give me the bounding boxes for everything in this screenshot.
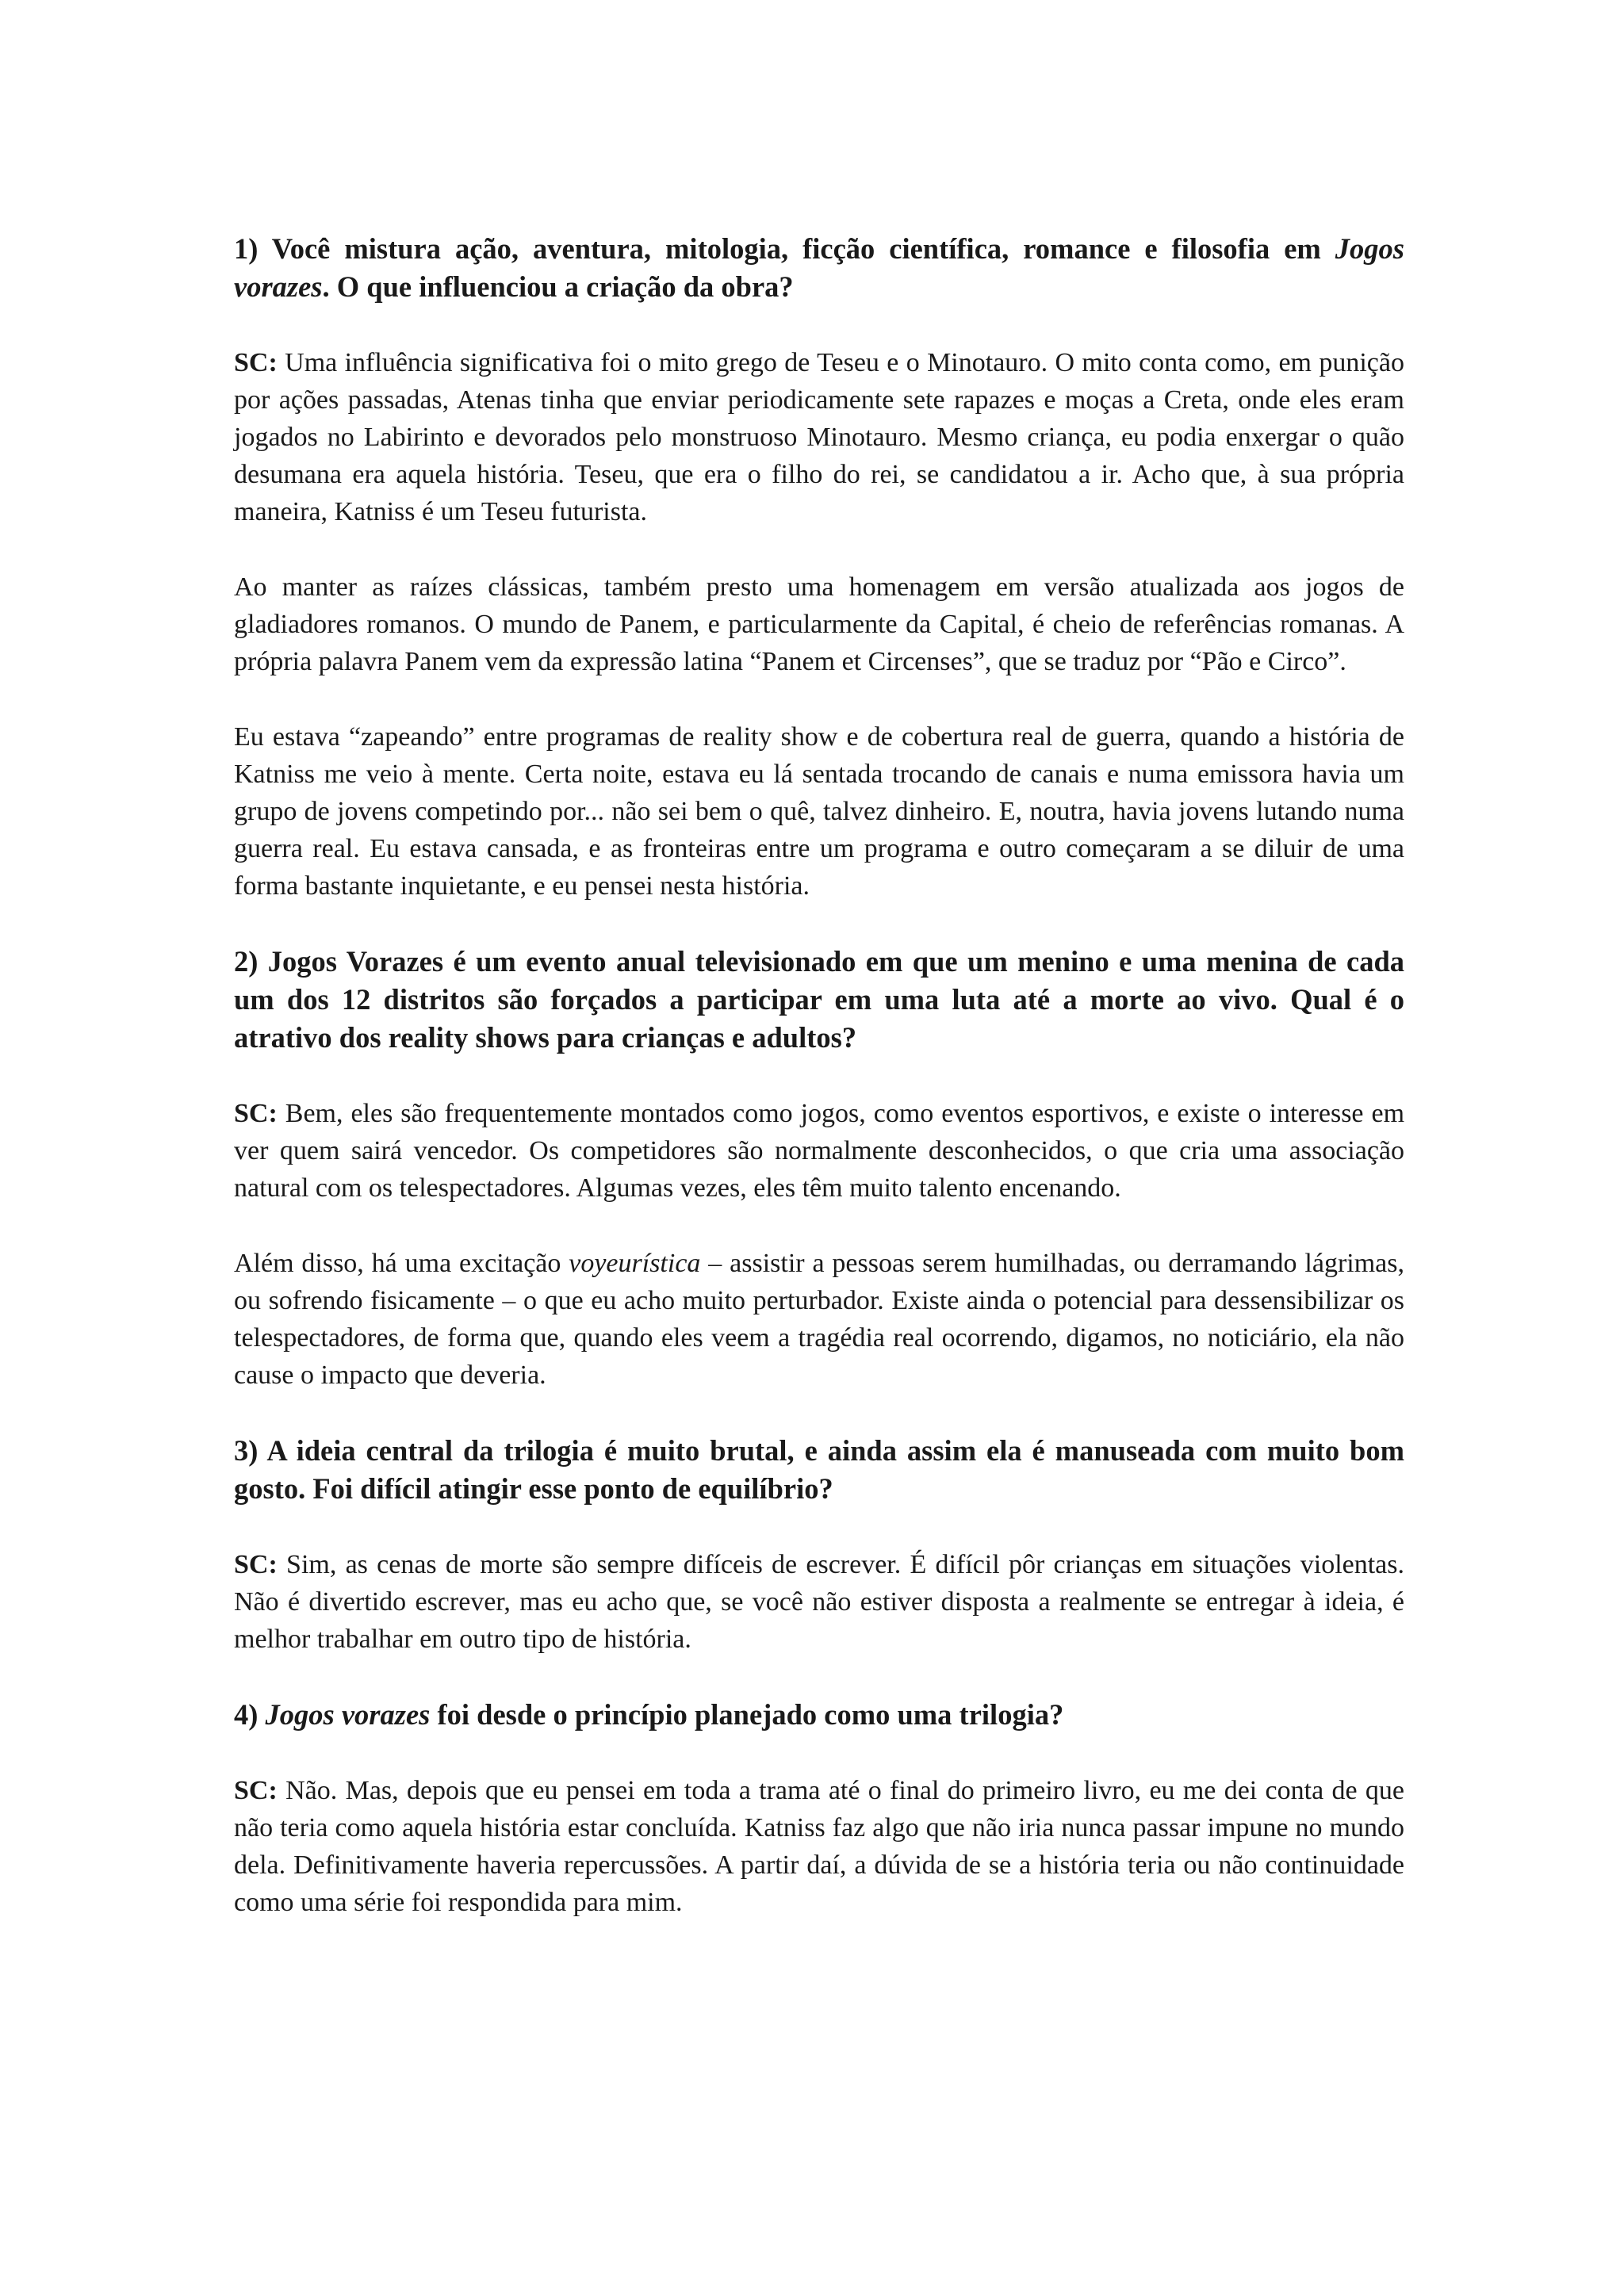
- question-2: 2) Jogos Vorazes é um evento anual televisionado em que um menino e uma menina de cada um dos 12 distritos são forçados a participar em uma luta até a morte ao vivo. Qual é o atrativo dos reality shows para crianças e adultos?: [234, 945, 1404, 1054]
- question-3: 3) A ideia central da trilogia é muito brutal, e ainda assim ela é manuseada com muito bom gosto. Foi difícil atingir esse ponto de equilíbrio?: [234, 1434, 1404, 1505]
- speaker-label: SC:: [234, 1099, 278, 1128]
- speaker-label: SC:: [234, 348, 278, 377]
- answer-1-paragraph-1: [234, 344, 1404, 530]
- question-4-number: 4): [234, 1698, 266, 1731]
- answer-text-end: – assistir a pessoas serem humilhadas, ou derramando lágrimas, ou sofrendo fisicamente – o que eu acho muito perturbador. Existe ainda o potencial para dessensibilizar os telespectadores, de forma que, quando eles veem a tragédia real ocorrendo, digamos, no noticiário, ela não cause o impacto que deveria.: [234, 1249, 1404, 1390]
- book-title: Jogos vorazes: [265, 1698, 431, 1731]
- answer-1-paragraph-2: Ao manter as raízes clássicas, também presto uma homenagem em versão atualizada aos jogos de gladiadores romanos. O mundo de Panem, e particularmente da Capital, é cheio de referências romanas. A própria palavra Panem vem da expressão latina “Panem et Circenses”, que se traduz por “Pão e Circo”.: [234, 572, 1404, 676]
- question-1: [234, 230, 1404, 306]
- answer-2-paragraph-2: [234, 1245, 1404, 1394]
- italic-term: voyeurística: [569, 1249, 701, 1278]
- speaker-label: SC:: [234, 1550, 278, 1579]
- answer-text: Além disso, há uma excitação: [234, 1249, 569, 1278]
- answer-4-paragraph-1: [234, 1772, 1404, 1921]
- question-4-text: foi desde o princípio planejado como uma trilogia?: [430, 1698, 1064, 1731]
- question-1-text-end: . O que influenciou a criação da obra?: [322, 270, 794, 303]
- question-1-text: 1) Você mistura ação, aventura, mitologia, ficção científica, romance e filosofia em: [234, 232, 1335, 265]
- document-page: [234, 230, 1404, 1959]
- answer-2-paragraph-1: [234, 1095, 1404, 1207]
- answer-3-paragraph-1: [234, 1546, 1404, 1658]
- speaker-label: SC:: [234, 1776, 278, 1805]
- answer-text: Não. Mas, depois que eu pensei em toda a trama até o final do primeiro livro, eu me dei conta de que não teria como aquela história estar concluída. Katniss faz algo que não iria nunca passar impune no mundo dela. Definitivamente haveria repercussões. A partir daí, a dúvida de se a história teria ou não continuidade como uma série foi respondida para mim.: [234, 1776, 1404, 1917]
- book-title: Jogos vorazes: [234, 232, 1404, 303]
- answer-text: Bem, eles são frequentemente montados como jogos, como eventos esportivos, e existe o interesse em ver quem sairá vencedor. Os competidores são normalmente desconhecidos, o que cria uma associação natural com os telespectadores. Algumas vezes, eles têm muito talento encenando.: [234, 1099, 1405, 1203]
- answer-1-paragraph-3: Eu estava “zapeando” entre programas de reality show e de cobertura real de guerra, quando a história de Katniss me veio à mente. Certa noite, estava eu lá sentada trocando de canais e numa emissora havia um grupo de jovens competindo por... não sei bem o quê, talvez dinheiro. E, noutra, havia jovens lutando numa guerra real. Eu estava cansada, e as fronteiras entre um programa e outro começaram a se diluir de uma forma bastante inquietante, e eu pensei nesta história.: [234, 722, 1404, 901]
- answer-text: Sim, as cenas de morte são sempre difíceis de escrever. É difícil pôr crianças em situações violentas. Não é divertido escrever, mas eu acho que, se você não estiver disposta a realmente se entregar à ideia, é melhor trabalhar em outro tipo de história.: [234, 1550, 1404, 1654]
- question-4: [234, 1696, 1404, 1734]
- answer-text: Uma influência significativa foi o mito grego de Teseu e o Minotauro. O mito conta como, em punição por ações passadas, Atenas tinha que enviar periodicamente sete rapazes e moças a Creta, onde eles eram jogados no Labirinto e devorados pelo monstruoso Minotauro. Mesmo criança, eu podia enxergar o quão desumana era aquela história. Teseu, que era o filho do rei, se candidatou a ir. Acho que, à sua própria maneira, Katniss é um Teseu futurista.: [234, 348, 1404, 526]
